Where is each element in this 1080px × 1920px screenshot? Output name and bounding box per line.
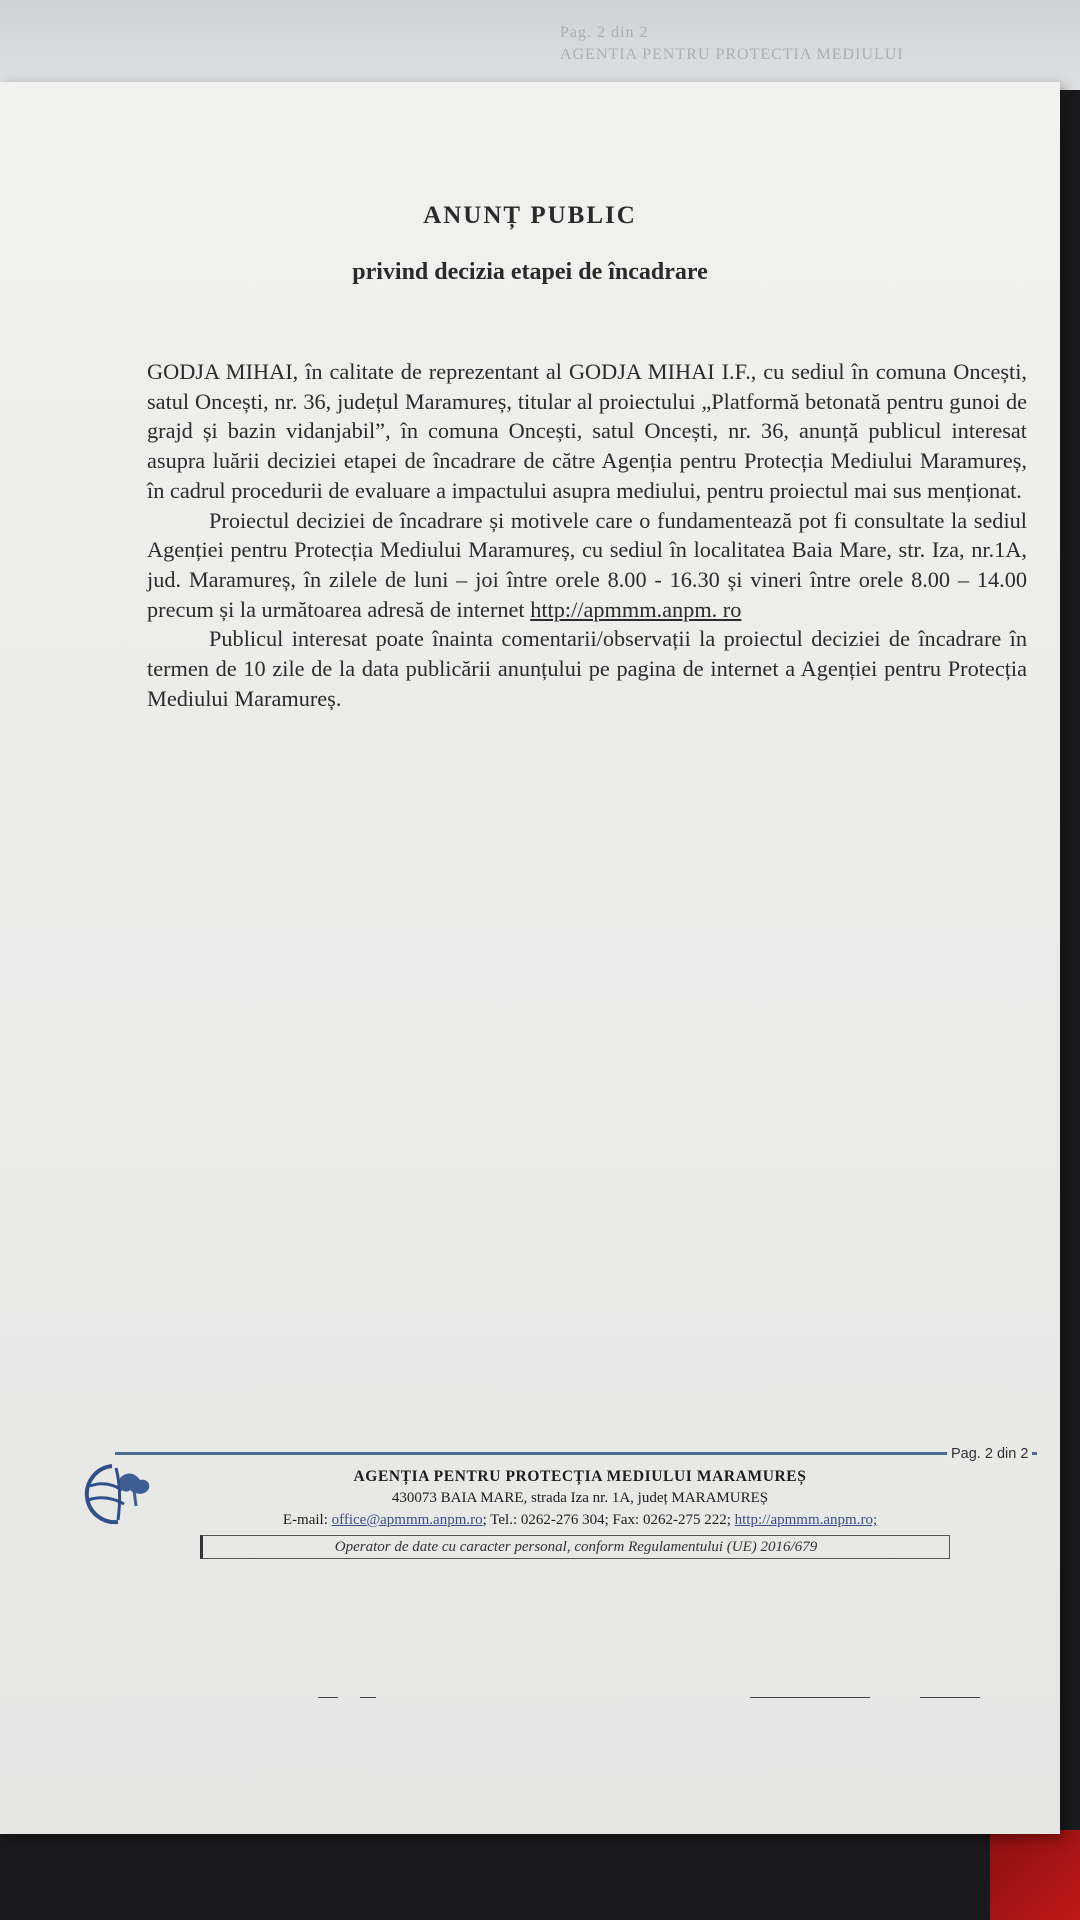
page-title: ANUNȚ PUBLIC — [423, 202, 637, 229]
paragraph-3: Publicul interesat poate înainta comentarii/observații la proiectul deciziei de încadrare în termen de 10 zile de la data publicării anunțului pe pagina de internet a Agenției pentru Protecția Mediului Maramureș. — [147, 626, 1027, 711]
apm-globe-logo-icon — [78, 1460, 156, 1530]
page-number: Pag. 2 din 2 — [947, 1446, 1032, 1462]
agency-name: AGENȚIA PENTRU PROTECȚIA MEDIULUI MARAMUREȘ — [353, 1468, 807, 1485]
announcement-body — [147, 357, 1027, 713]
background-sheet-text — [560, 22, 904, 66]
background-sheet-line-1: Pag. 2 din 2 — [560, 24, 649, 41]
operator-notice: Operator de date cu caracter personal, conform Regulamentului (UE) 2016/679 — [334, 1539, 818, 1555]
website-link[interactable]: http://apmmm.anpm.ro; — [734, 1512, 878, 1528]
scan-mark — [360, 1697, 376, 1698]
email-link[interactable]: office@apmmm.anpm.ro — [331, 1512, 483, 1528]
background-sheet-line-2: AGENTIA PENTRU PROTECTIA MEDIULUI — [560, 46, 904, 63]
page-subtitle: privind decizia etapei de încadrare — [352, 259, 708, 285]
scan-mark — [920, 1697, 980, 1698]
consultation-link[interactable]: http://apmmm.anpm. ro — [530, 596, 742, 622]
email-label: E-mail: — [282, 1512, 328, 1528]
footer-divider — [115, 1452, 1037, 1455]
agency-address: 430073 BAIA MARE, strada Iza nr. 1A, județ MARAMUREȘ — [391, 1490, 769, 1506]
paragraph-1: GODJA MIHAI, în calitate de reprezentant al GODJA MIHAI I.F., cu sediul în comuna Oncești, satul Oncești, nr. 36, județul Maramureș, titular al proiectului „Platformă betonată pentru gunoi de grajd și bazin vidanjabil”, în comuna Oncești, satul Oncești, nr. 36, anunță publicul interesat asupra luării deciziei etapei de încadrare de către Agenția pentru Protecția Mediului Maramureș, în cadrul procedurii de evaluare a impactului asupra mediului, pentru proiectul mai sus menționat. — [147, 359, 1027, 503]
document-page — [0, 82, 1060, 1834]
paragraph-2-text: Proiectul deciziei de încadrare și motivele care o fundamentează pot fi consultate la sediul Agenției pentru Protecția Mediului Maramureș, cu sediul în localitatea Baia Mare, str. Iza, nr.1A, jud. Maramureș, în zilele de luni – joi între orele 8.00 - 16.30 și vineri între orele 8.00 – 14.00 precum și la următoarea adresă de internet — [147, 507, 1027, 622]
operator-notice-box — [200, 1535, 950, 1559]
paragraph-2 — [147, 506, 1027, 625]
red-object — [990, 1830, 1080, 1920]
background-sheet — [0, 0, 1080, 90]
scan-mark — [750, 1697, 870, 1698]
phone-fax: ; Tel.: 0262-276 304; Fax: 0262-275 222; — [482, 1512, 731, 1528]
scan-mark — [318, 1697, 338, 1698]
agency-contact — [180, 1512, 980, 1529]
